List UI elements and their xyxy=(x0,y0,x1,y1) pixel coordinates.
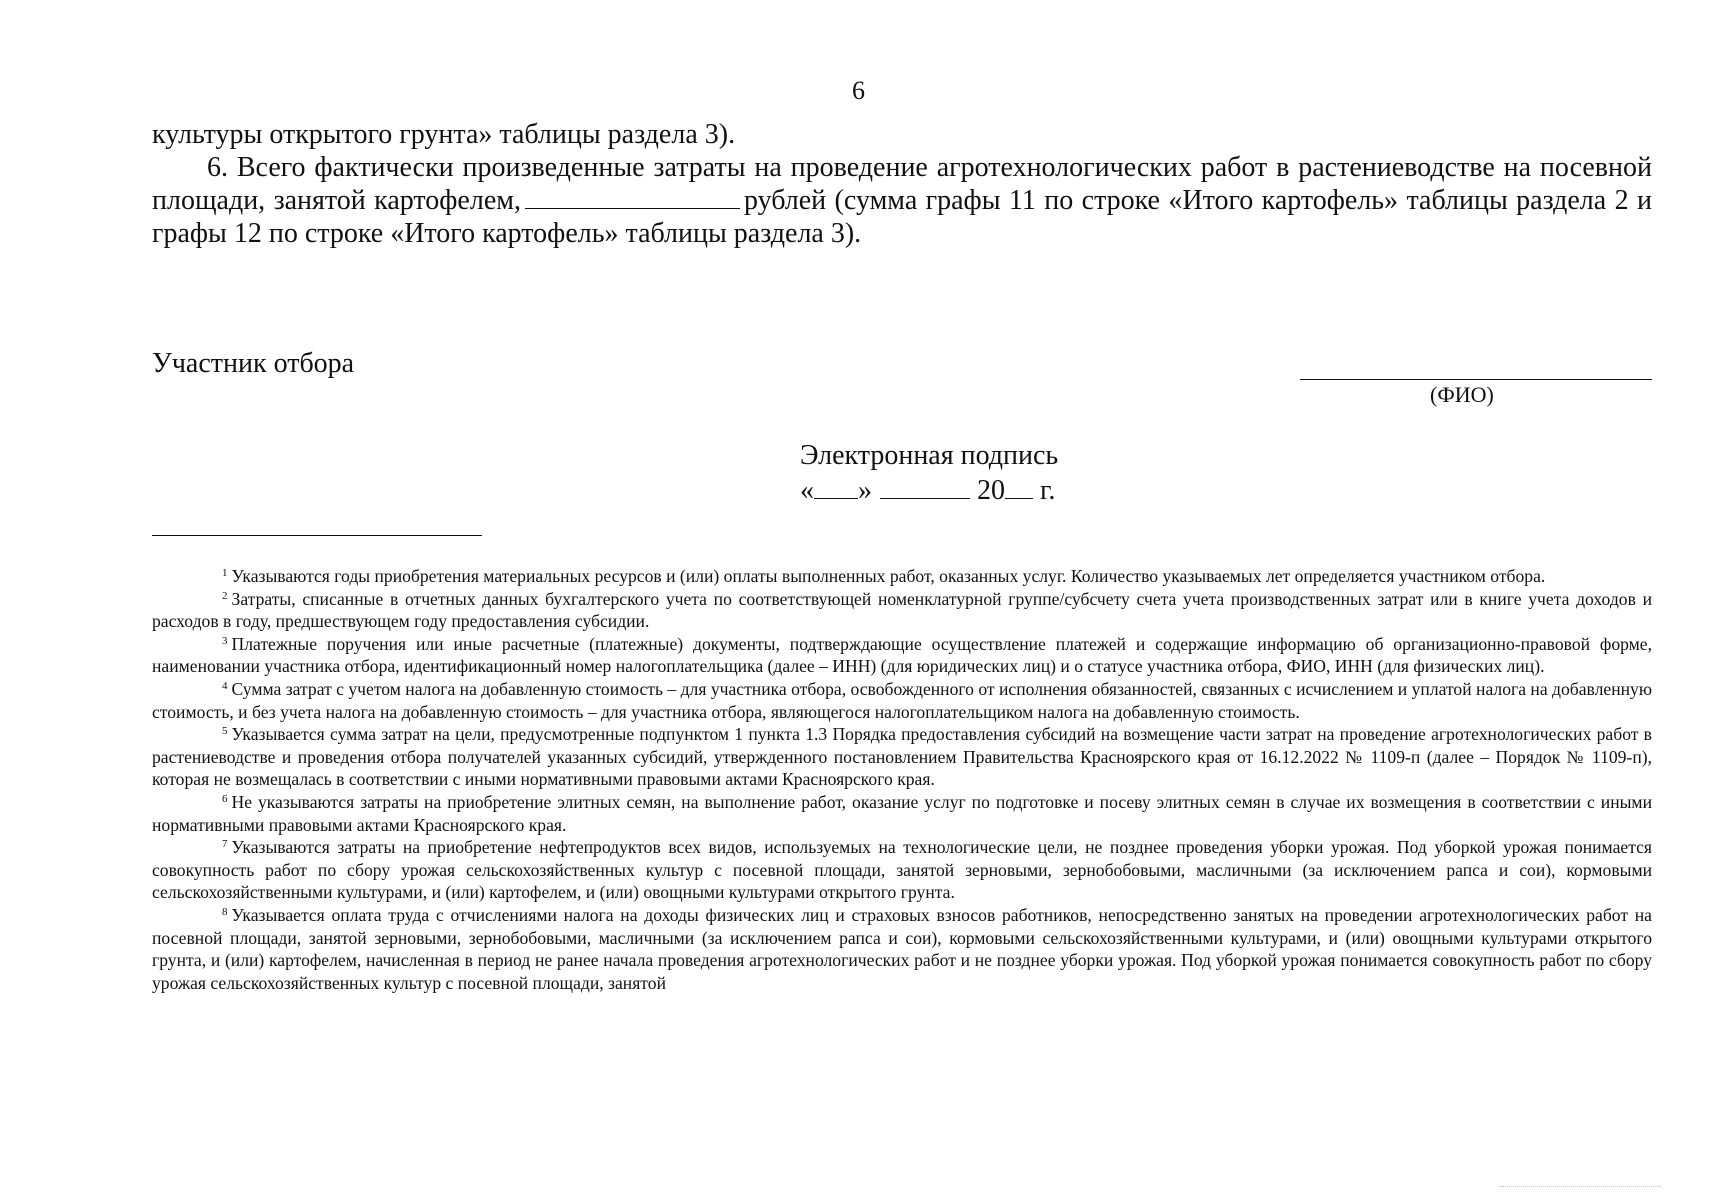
main-text xyxy=(152,118,1652,250)
date-year-prefix: 20 xyxy=(977,475,1005,506)
footnote-text: Затраты, списанные в отчетных данных бухгалтерского учета по соответствующей номенклатурной группе/субсчету счета учета производственных затрат или в книге учета доходов и расходов в году, предшествующем году предоставления субсидии. xyxy=(152,588,1652,632)
date-day-blank[interactable] xyxy=(814,476,858,499)
date-open-quote: « xyxy=(800,475,814,506)
amount-blank-field[interactable] xyxy=(525,186,740,209)
footnote-text: Сумма затрат с учетом налога на добавленную стоимость – для участника отбора, освобожденного от исполнения обязанностей, связанных с исчислением и уплатой налога на добавленную стоимость, и без учета налога на добавленную стоимость – для участника отбора, являющегося налогоплательщиком налога на добавленную стоимость. xyxy=(152,678,1652,722)
footnote xyxy=(152,588,1652,633)
page-number: 6 xyxy=(852,76,865,105)
footnote-text: Не указываются затраты на приобретение элитных семян, на выполнение работ, оказание услуг по подготовке и посеву элитных семян в случае их возмещения в соответствии с иными нормативными правовыми актами Красноярского края. xyxy=(152,791,1652,835)
fio-signature-line[interactable] xyxy=(1300,379,1652,380)
footnote-text: Указывается оплата труда с отчислениями налога на доходы физических лиц и страховых взносов работников, непосредственно занятых на проведении агротехнологических работ на посевной площади, занятой зерновыми, зернобобовыми, масличными (за исключением рапса и сои), кормовыми сельскохозяйственными культурами, и (или) овощными культурами открытого грунта, и (или) картофелем, начисленная в период не ранее начала проведения агротехнологических работ и не позднее уборки урожая. Под уборкой урожая понимается совокупность работ по сбору урожая сельскохозяйственных культур с посевной площади, занятой xyxy=(152,904,1652,993)
date-line xyxy=(800,475,1055,507)
footnote xyxy=(152,633,1652,678)
fio-label: (ФИО) xyxy=(1430,382,1494,407)
participant-label: Участник отбора xyxy=(152,348,355,379)
footnote-text: Указывается сумма затрат на цели, предусмотренные подпунктом 1 пункта 1.3 Порядка предоставления субсидий на возмещение части затрат на проведение агротехнологических работ в растениеводстве и проведения отбора получателей указанных субсидий, утвержденного постановлением Правительства Красноярского края от 16.12.2022 № 1109-п (далее – Порядок № 1109-п), которая не возмещалась в соответствии с иными нормативными правовыми актами Красноярского края. xyxy=(152,724,1652,790)
item-6-paragraph xyxy=(152,151,1652,250)
date-suffix: г. xyxy=(1040,475,1056,506)
footnote-number: 8 xyxy=(222,905,228,918)
footnote-text: Указываются затраты на приобретение нефтепродуктов всех видов, используемых на технологические цели, не позднее проведения уборки урожая. Под уборкой урожая понимается совокупность работ по сбору урожая сельскохозяйственных культур с посевной площади, занятой зерновыми, зернобобовыми, масличными (за исключением рапса и сои), кормовыми сельскохозяйственными культурами, и (или) картофелем, и (или) овощными культурами открытого грунта. xyxy=(152,837,1652,903)
footnotes xyxy=(152,565,1652,994)
footnote-number: 2 xyxy=(222,589,228,602)
date-month-blank[interactable] xyxy=(880,476,970,499)
footnote-number: 5 xyxy=(222,725,228,738)
continuation-paragraph: культуры открытого грунта» таблицы раздела 3). xyxy=(152,119,736,150)
footnote xyxy=(152,791,1652,836)
footnote-text: Платежные поручения или иные расчетные (платежные) документы, подтверждающие осуществление платежей и содержащие информацию об организационно-правовой форме, наименовании участника отбора, идентификационный номер налогоплательщика (далее – ИНН) (для юридических лиц) и о статусе участника отбора, ФИО, ИНН (для физических лиц). xyxy=(152,633,1652,677)
footnote xyxy=(152,565,1652,588)
electronic-signature-label: Электронная подпись xyxy=(800,440,1059,471)
date-close-quote: » xyxy=(858,475,872,506)
footnote xyxy=(152,723,1652,791)
footnote-number: 4 xyxy=(222,679,228,692)
footnote xyxy=(152,678,1652,723)
footnote-number: 7 xyxy=(222,838,228,851)
footnote-separator xyxy=(152,535,482,536)
footnote-number: 6 xyxy=(222,792,228,805)
footnote xyxy=(152,836,1652,904)
item-6-text-after-blank: рублей (сумма графы 11 по строке «Итого картофель» таблицы раздела 2 и графы 12 по строке «Итого картофель» таблицы раздела 3). xyxy=(152,185,1652,249)
item-6-text-before-blank: 6. Всего фактически произведенные затраты на проведение агротехнологических работ в растениеводстве на посевной площади, занятой картофелем, xyxy=(152,152,1652,216)
scan-artifact-line xyxy=(1500,1186,1660,1187)
date-year-blank[interactable] xyxy=(1005,476,1033,499)
footnote-number: 1 xyxy=(222,567,228,579)
footnote-number: 3 xyxy=(222,634,228,647)
footnote-text: Указываются годы приобретения материальных ресурсов и (или) оплаты выполненных работ, оказанных услуг. Количество указываемых лет определяется участником отбора. xyxy=(231,566,1546,586)
footnote xyxy=(152,904,1652,994)
